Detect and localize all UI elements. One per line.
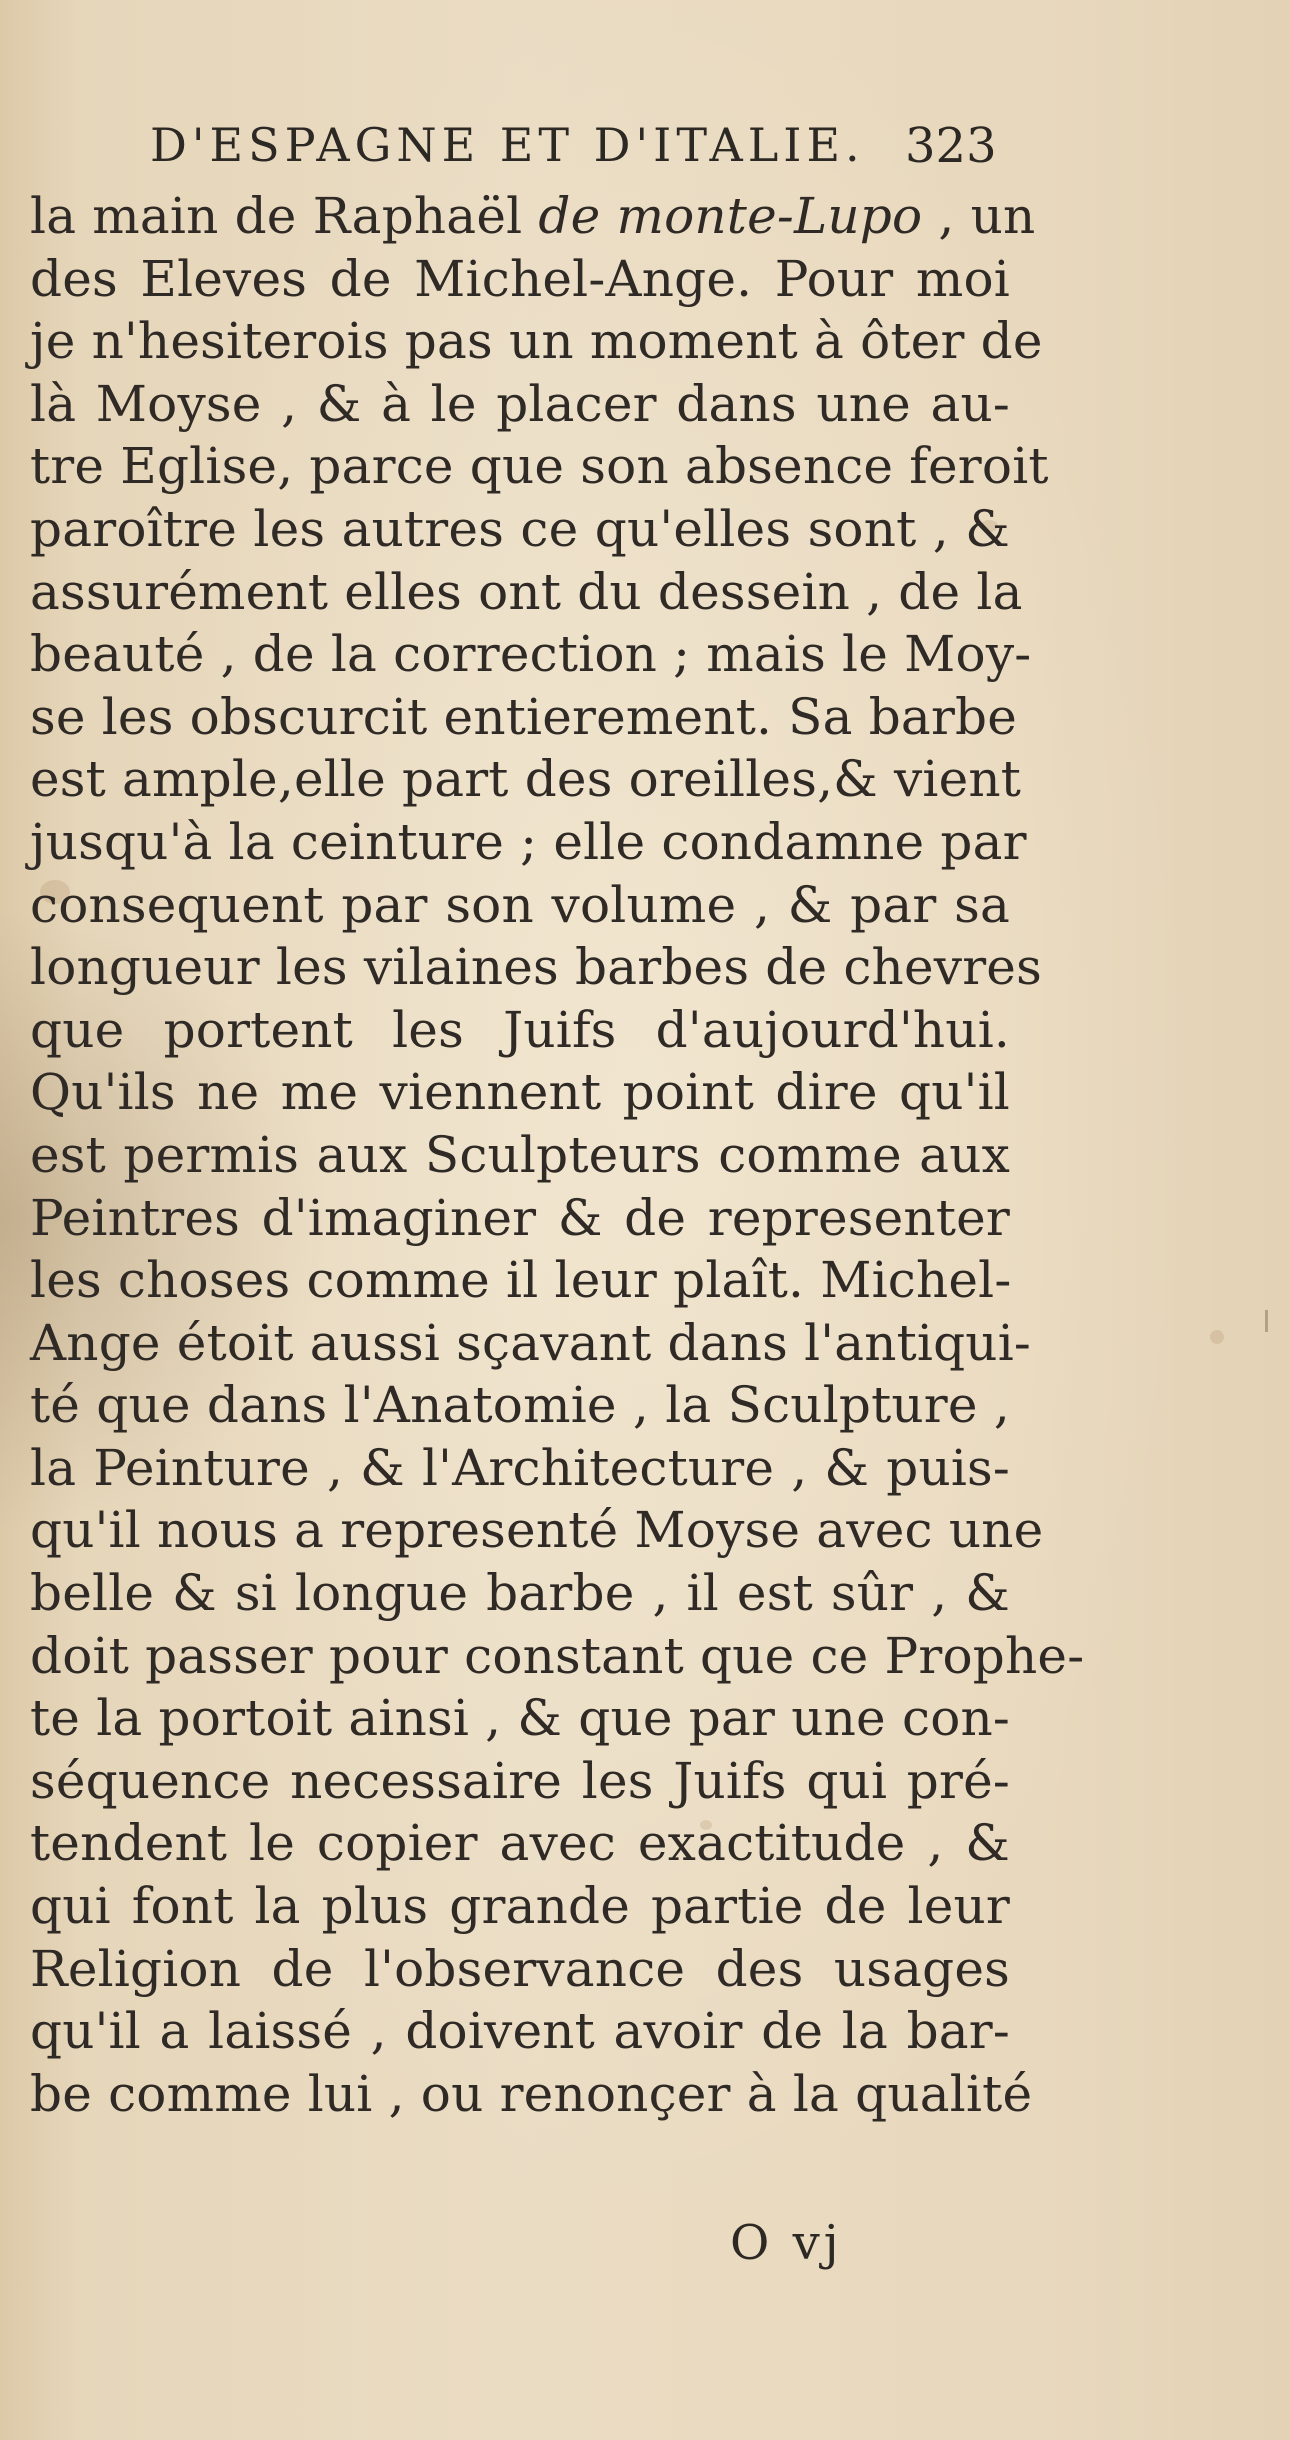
text-line: paroître les autres ce qu'elles sont , &	[30, 499, 1010, 558]
text-line	[30, 185, 1036, 248]
text-line: la Peinture , & l'Architecture , & puis-	[30, 1438, 1010, 1497]
text-line: assurément elles ont du dessein , de la	[30, 562, 1023, 621]
signature-mark: O vj	[730, 2215, 843, 2271]
text-line: se les obscurcit entierement. Sa barbe	[30, 687, 1018, 746]
margin-mark	[1265, 1310, 1268, 1332]
text-line: là Moyse , & à le placer dans une au-	[30, 374, 1010, 433]
page-header	[0, 118, 1290, 188]
text-line: Qu'ils ne me viennent point dire qu'il	[30, 1063, 1010, 1122]
text-line: je n'hesiterois pas un moment à ôter de	[30, 312, 1043, 371]
text-line: Ange étoit aussi sçavant dans l'antiqui-	[30, 1313, 1031, 1372]
text-line: Peintres d'imaginer & de representer	[30, 1188, 1010, 1247]
text-line: est permis aux Sculpteurs comme aux	[30, 1125, 1010, 1184]
text-line: consequent par son volume , & par sa	[30, 875, 1010, 934]
text-line: que portent les Juifs d'aujourd'hui.	[30, 1000, 1010, 1059]
running-head: D'ESPAGNE ET D'ITALIE.	[150, 118, 865, 172]
text-line: doit passer pour constant que ce Prophe-	[30, 1626, 1085, 1685]
text-line: est ample,elle part des oreilles,& vient	[30, 750, 1022, 809]
text-line: séquence necessaire les Juifs qui pré-	[30, 1751, 1010, 1810]
text-line: beauté , de la correction ; mais le Moy-	[30, 625, 1032, 684]
text-line: te la portoit ainsi , & que par une con-	[30, 1689, 1010, 1748]
body-text	[30, 185, 1085, 2125]
text-line: des Eleves de Michel-Ange. Pour moi	[30, 249, 1010, 308]
text-line: qui font la plus grande partie de leur	[30, 1877, 1010, 1936]
text-line: qu'il a laissé , doivent avoir de la bar-	[30, 2002, 1010, 2061]
foxing-spot	[1210, 1330, 1224, 1344]
text-line: belle & si longue barbe , il est sûr , &	[30, 1564, 1010, 1623]
text-line: les choses comme il leur plaît. Michel-	[30, 1251, 1012, 1310]
text-line: jusqu'à la ceinture ; elle condamne par	[30, 812, 1027, 871]
italic-name: de monte-Lupo	[538, 187, 923, 245]
text-segment: , un	[922, 187, 1036, 245]
text-line: be comme lui , ou renonçer à la qualité	[30, 2064, 1033, 2123]
page-number: 323	[905, 118, 997, 174]
text-line: qu'il nous a representé Moyse avec une	[30, 1501, 1044, 1560]
text-line: té que dans l'Anatomie , la Sculpture ,	[30, 1376, 1010, 1435]
text-line: tre Eglise, parce que son absence feroit	[30, 437, 1049, 496]
text-line: Religion de l'observance des usages	[30, 1939, 1010, 1998]
text-line: tendent le copier avec exactitude , &	[30, 1814, 1010, 1873]
text-line: longueur les vilaines barbes de chevres	[30, 938, 1042, 997]
text-segment: la main de Raphaël	[30, 187, 539, 245]
